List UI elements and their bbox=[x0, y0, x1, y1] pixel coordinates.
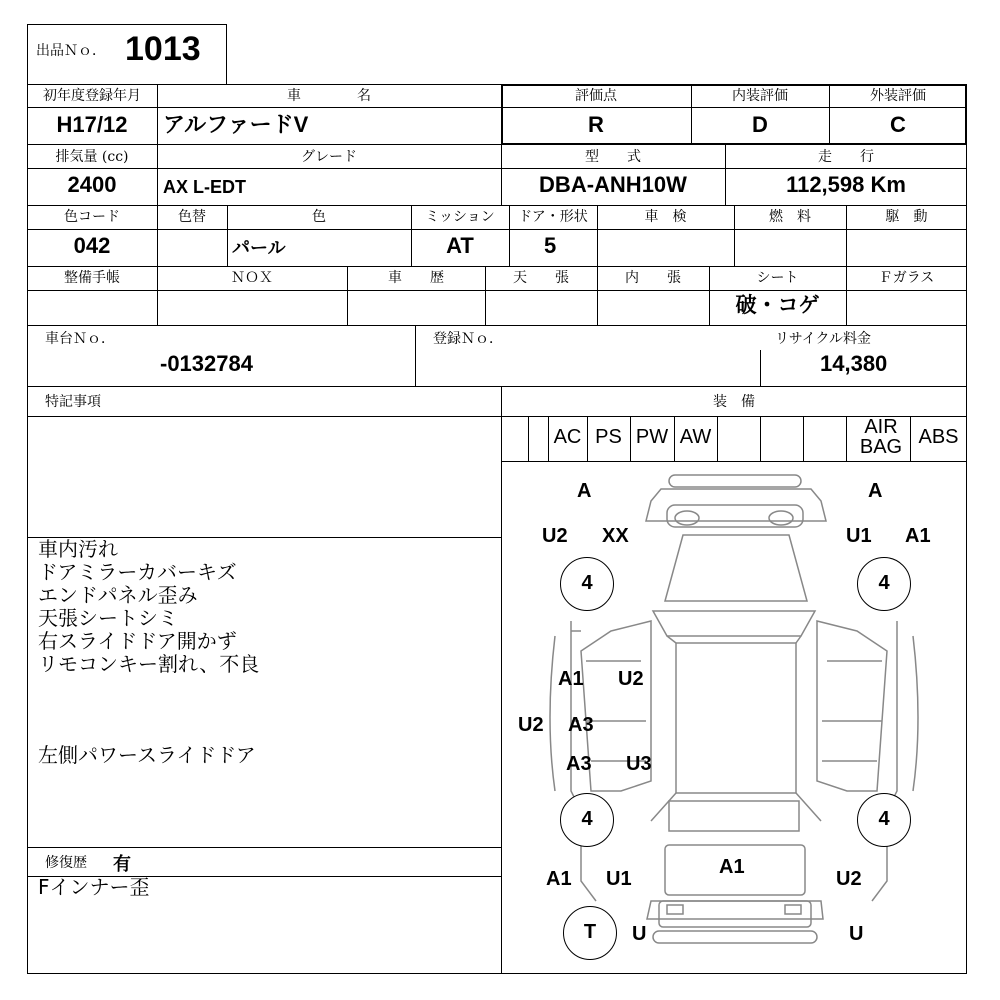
mark-left-a3b: A3 bbox=[566, 753, 592, 775]
name-label: 車 名 bbox=[287, 88, 371, 104]
mark-left-u2: U2 bbox=[618, 668, 644, 690]
equip-abs: ABS bbox=[918, 426, 959, 448]
lot-label: 出品Ｎｏ． bbox=[36, 43, 106, 59]
recycle-value: 14,380 bbox=[820, 351, 888, 376]
equip-pw: PW bbox=[635, 426, 669, 448]
exterior-value: C bbox=[890, 112, 906, 137]
spare-tyre: T bbox=[563, 906, 617, 960]
remark-extra: 左側パワースライドドア bbox=[38, 743, 256, 767]
doors-label: ドア・形状 bbox=[518, 209, 588, 225]
mark-rear-u2: U bbox=[849, 923, 864, 945]
chassis-label: 車台Ｎｏ． bbox=[45, 331, 115, 347]
seat-label: シート bbox=[756, 270, 799, 286]
reg-label: 登録Ｎｏ． bbox=[433, 331, 503, 347]
repaint-label: 色替 bbox=[178, 209, 206, 225]
score-label: 評価点 bbox=[575, 88, 617, 104]
equip-aw: AW bbox=[679, 426, 712, 448]
fuel-label: 燃 料 bbox=[769, 209, 811, 225]
exterior-label: 外装評価 bbox=[870, 88, 926, 104]
drive-label: 駆 動 bbox=[885, 209, 928, 225]
mark-rr-u2: U2 bbox=[836, 868, 862, 890]
lot-number: 1013 bbox=[125, 30, 201, 68]
mission-value: AT bbox=[446, 233, 474, 258]
equip-ps: PS bbox=[595, 426, 622, 448]
service-label: 整備手帳 bbox=[64, 270, 120, 286]
mark-left-a1: A1 bbox=[558, 668, 584, 690]
model-value: DBA-ANH10W bbox=[539, 172, 687, 197]
history-label: 車 歴 bbox=[388, 270, 444, 286]
color-code-label: 色コード bbox=[64, 209, 120, 225]
recycle-label: リサイクル料金 bbox=[775, 331, 872, 347]
mark-rear-u: U bbox=[632, 923, 647, 945]
cc-label: 排気量 (cc) bbox=[55, 149, 129, 165]
repair-value: 有 bbox=[113, 854, 131, 875]
mark-left-u3: U3 bbox=[626, 753, 652, 775]
mark-rl-a1: A1 bbox=[546, 868, 572, 890]
fglass-label: Ｆガラス bbox=[878, 270, 935, 286]
model-label: 型 式 bbox=[585, 149, 641, 165]
mark-fl-xx: XX bbox=[602, 525, 629, 547]
mark-front-left-a: A bbox=[577, 480, 592, 502]
tyre-front-right: 4 bbox=[857, 557, 911, 611]
equip-ac: AC bbox=[553, 426, 582, 448]
mark-left-a3: A3 bbox=[568, 714, 594, 736]
mission-label: ミッション bbox=[425, 209, 495, 225]
doors-value: 5 bbox=[544, 233, 557, 258]
color-label: 色 bbox=[312, 209, 326, 225]
cc-value: 2400 bbox=[67, 172, 117, 197]
interior-label: 内装評価 bbox=[732, 88, 788, 104]
tyre-rear-right: 4 bbox=[857, 793, 911, 847]
mark-fr-a1: A1 bbox=[905, 525, 931, 547]
mileage-label: 走 行 bbox=[818, 149, 874, 165]
year-label: 初年度登録年月 bbox=[43, 88, 141, 104]
color-code-value: 042 bbox=[73, 233, 111, 258]
chassis-value: -0132784 bbox=[160, 351, 253, 376]
repair-label: 修復歴 bbox=[45, 855, 87, 871]
mark-front-right-a: A bbox=[868, 480, 883, 502]
remark-line: 車内汚れ bbox=[38, 537, 118, 561]
grade-label: グレード bbox=[301, 149, 357, 165]
tyre-front-left: 4 bbox=[560, 557, 614, 611]
remark-line: ドアミラーカバーキズ bbox=[38, 560, 237, 584]
sunroof-label: 天 張 bbox=[513, 270, 569, 286]
color-value: パール bbox=[232, 238, 286, 258]
inspection-label: 車 検 bbox=[644, 209, 687, 225]
nox-label: ＮＯＸ bbox=[231, 270, 273, 286]
seat-value: 破・コゲ bbox=[735, 294, 820, 317]
mark-rear-a1: A1 bbox=[719, 856, 745, 878]
tyre-rear-left: 4 bbox=[560, 793, 614, 847]
remark-line: 右スライドドア開かず bbox=[38, 629, 237, 653]
mark-left-u2b: U2 bbox=[518, 714, 544, 736]
mark-fr-u1: U1 bbox=[846, 525, 872, 547]
interior-value: D bbox=[752, 112, 768, 137]
remark-line: エンドパネル歪み bbox=[38, 583, 198, 607]
remark-line: 天張シートシミ bbox=[38, 606, 178, 630]
remarks-label: 特記事項 bbox=[45, 394, 101, 410]
equip-airbag: AIR BAG bbox=[859, 416, 903, 458]
equipment-label: 装 備 bbox=[713, 394, 755, 410]
remark-line: リモコンキー割れ、不良 bbox=[38, 652, 260, 676]
year-value: H17/12 bbox=[56, 112, 128, 137]
mileage-value: 112,598 Km bbox=[786, 172, 906, 197]
name-value: アルファードV bbox=[163, 112, 309, 137]
mark-fl-u2: U2 bbox=[542, 525, 568, 547]
remarks-list bbox=[38, 538, 259, 676]
grade-value: AX L-EDT bbox=[163, 177, 246, 197]
mark-rl-u1: U1 bbox=[606, 868, 632, 890]
inner-label: 内 張 bbox=[625, 270, 681, 286]
repair-note: Fインナー歪 bbox=[38, 875, 150, 899]
score-value: R bbox=[588, 112, 604, 137]
